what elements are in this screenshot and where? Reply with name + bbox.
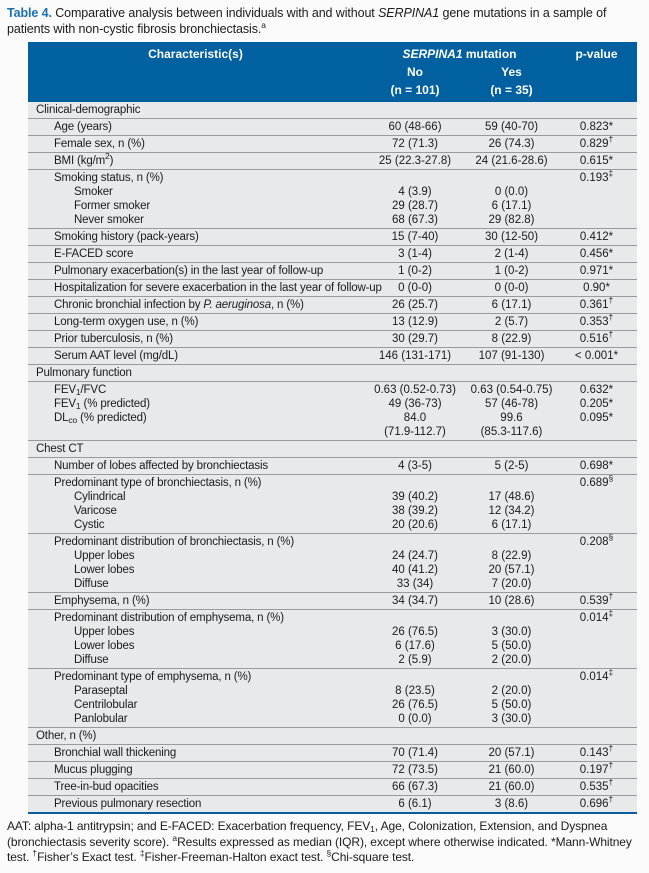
cell-yes-value: 2 (20.0)	[491, 654, 532, 666]
cell-yes-value: 29 (82.8)	[488, 214, 535, 226]
cell-yes-value: 8 (22.9)	[491, 333, 532, 345]
cell-no-value: 66 (67.3)	[391, 781, 439, 793]
group-row	[28, 169, 637, 228]
cell-no-value: 30 (29.7)	[391, 333, 439, 345]
cell-no-value: 49 (36-73)	[388, 398, 442, 410]
cell-yes-value: 2 (20.0)	[491, 685, 532, 697]
table-row-line	[28, 383, 637, 397]
cell-characteristic: Hospitalization for severe exacerbation in the last year of follow-up	[54, 282, 382, 294]
cell-no-value: 13 (12.9)	[391, 316, 439, 328]
cell-characteristic: Cystic	[74, 519, 105, 531]
cell-yes-value: 3 (8.6)	[494, 798, 529, 810]
cell-no-value: 20 (20.6)	[391, 519, 439, 531]
table-row-line	[28, 397, 637, 411]
cell-p-value: 0.205*	[579, 398, 614, 410]
cell-characteristic: Bronchial wall thickening	[54, 747, 177, 759]
data-row	[28, 744, 637, 761]
cell-no-value: 26 (76.5)	[391, 626, 439, 638]
cell-no-value: 6 (17.6)	[395, 640, 435, 652]
cell-no-value: 146 (131-171)	[378, 350, 452, 362]
cell-p-value: 0.197†	[579, 760, 614, 776]
table-number: Table 4.	[7, 6, 52, 20]
group-row	[28, 609, 637, 668]
cell-characteristic: Chronic bronchial infection by P. aeruginosa, n (%)	[54, 299, 304, 311]
table-section-line	[28, 442, 637, 456]
cell-characteristic: E-FACED score	[54, 248, 134, 260]
table-header	[28, 42, 637, 102]
cell-characteristic: Predominant distribution of emphysema, n (%)	[54, 612, 284, 624]
cell-characteristic: Number of lobes affected by bronchiectasis	[54, 460, 269, 472]
cell-yes-value: 99.6 (85.3-117.6)	[480, 412, 543, 438]
cell-characteristic: Lower lobes	[74, 564, 135, 576]
group-row	[28, 668, 637, 727]
cell-yes-value: 5 (50.0)	[491, 699, 532, 711]
cell-yes-value: 0.63 (0.54-0.75)	[470, 384, 553, 396]
cell-yes-value: 21 (60.0)	[488, 764, 535, 776]
table-row-line	[28, 608, 637, 625]
cell-p-value: 0.014‡	[579, 608, 614, 624]
cell-characteristic: Former smoker	[74, 200, 151, 212]
cell-p-value: 0.698*	[579, 460, 614, 472]
table-row-line	[28, 563, 637, 577]
table-body	[28, 102, 637, 812]
cell-yes-value: 6 (17.1)	[491, 200, 532, 212]
cell-characteristic: Emphysema, n (%)	[54, 595, 150, 607]
cell-characteristic: Smoking history (pack-years)	[54, 231, 199, 243]
cell-p-value: 0.208§	[579, 532, 614, 548]
cell-no-value: 2 (5.9)	[398, 654, 432, 666]
cell-p-value: 0.632*	[579, 384, 614, 396]
cell-no-value: 34 (34.7)	[391, 595, 439, 607]
section-label: Pulmonary function	[36, 367, 132, 379]
cell-p-value: 0.353†	[579, 312, 614, 328]
cell-no-value: 26 (76.5)	[391, 699, 439, 711]
column-header-no: No	[407, 65, 423, 79]
cell-yes-value: 107 (91-130)	[478, 350, 545, 362]
cell-characteristic: Long-term oxygen use, n (%)	[54, 316, 199, 328]
cell-no-value: 0 (0-0)	[398, 282, 432, 294]
data-row	[28, 228, 637, 245]
data-row	[28, 313, 637, 330]
table-row-line	[28, 760, 637, 777]
cell-p-value: 0.90*	[583, 282, 610, 294]
cell-p-value: 0.193‡	[579, 168, 614, 184]
table-row-line	[28, 504, 637, 518]
cell-no-value: 25 (22.3-27.8)	[378, 155, 452, 167]
cell-yes-value: 59 (40-70)	[484, 121, 539, 133]
cell-no-value: 72 (71.3)	[391, 138, 439, 150]
cell-no-value: 84.0 (71.9-112.7)	[384, 412, 446, 438]
data-row	[28, 245, 637, 262]
cell-characteristic: Varicose	[74, 505, 117, 517]
cell-yes-value: 21 (60.0)	[488, 781, 535, 793]
cell-yes-value: 6 (17.1)	[491, 519, 532, 531]
section-label: Clinical-demographic	[36, 104, 141, 116]
table-row-line	[28, 281, 637, 295]
cell-characteristic: Paraseptal	[74, 685, 128, 697]
table-row-line	[28, 349, 637, 363]
cell-characteristic: $FEV_1$/FVC	[54, 384, 107, 397]
table-row-line	[28, 743, 637, 760]
table-caption-text: Comparative analysis between individuals with and without SERPINA1 gene mutations in a sample of patients with non-cystic fibrosis bronchiectasis.$^a$	[7, 6, 607, 36]
cell-p-value: 0.971*	[579, 265, 614, 277]
cell-no-value: 29 (28.7)	[391, 200, 439, 212]
cell-no-value: 38 (39.2)	[391, 505, 439, 517]
table-row-line	[28, 473, 637, 490]
table-row-line	[28, 549, 637, 563]
section-row	[28, 102, 637, 118]
column-header-pvalue: p-value	[575, 47, 618, 61]
cell-yes-value: 12 (34.2)	[488, 505, 535, 517]
data-row	[28, 761, 637, 778]
cell-yes-value: 2 (5.7)	[494, 316, 529, 328]
table-caption	[7, 6, 647, 37]
cell-characteristic: Age (years)	[54, 121, 112, 133]
cell-yes-value: 1 (0-2)	[494, 265, 529, 277]
cell-p-value: 0.689§	[579, 473, 614, 489]
cell-no-value: 26 (25.7)	[391, 299, 439, 311]
cell-p-value: 0.615*	[579, 155, 614, 167]
cell-characteristic: Tree-in-bud opacities	[54, 781, 159, 793]
cell-characteristic: Serum AAT level (mg/dL)	[54, 350, 178, 362]
cell-characteristic: Diffuse	[74, 654, 109, 666]
cell-characteristic: Female sex, n (%)	[54, 138, 145, 150]
cell-p-value: 0.143†	[579, 743, 614, 759]
table-row-line	[28, 247, 637, 261]
cell-no-value: 70 (71.4)	[391, 747, 439, 759]
cell-no-value: 0.63 (0.52-0.73)	[374, 384, 456, 396]
cell-characteristic: Lower lobes	[74, 640, 135, 652]
table-footnote: AAT: alpha-1 antitrypsin; and E-FACED: Exacerbation frequency, $FEV_1$, Age, Colonization, Extension, and Dyspnea (bronchiectasis severity score). $^a$Results expressed as median (IQR), except where otherwise indicated. *Mann-Whitney test. †Fisher’s Exact test. ‡Fisher-Freeman-Halton exact test. §Chi-square test.	[7, 819, 632, 864]
cell-p-value: 0.829†	[579, 134, 614, 150]
table-row-line	[28, 577, 637, 591]
section-row	[28, 727, 637, 744]
cell-characteristic: BMI $(kg/m^2)$	[54, 151, 114, 167]
cell-characteristic: Panlobular	[74, 713, 128, 725]
cell-characteristic: Mucus plugging	[54, 764, 133, 776]
table-row-line	[28, 625, 637, 639]
data-row	[28, 135, 637, 152]
cell-yes-value: 0 (0-0)	[494, 282, 529, 294]
data-row	[28, 330, 637, 347]
cell-p-value: 0.412*	[579, 231, 614, 243]
cell-yes-value: 8 (22.9)	[491, 550, 532, 562]
data-row	[28, 795, 637, 812]
table-row-line	[28, 712, 637, 726]
cell-p-value: 0.516†	[579, 329, 614, 345]
table-row-line	[28, 653, 637, 667]
table-row-line	[28, 794, 637, 811]
group-row	[28, 474, 637, 533]
column-header-no-count: (n = 101)	[390, 83, 440, 97]
cell-characteristic: Predominant type of emphysema, n (%)	[54, 671, 252, 683]
table-row-line	[28, 591, 637, 608]
table-row-line	[28, 120, 637, 134]
section-row	[28, 364, 637, 381]
cell-characteristic: Never smoker	[74, 214, 144, 226]
data-row	[28, 262, 637, 279]
table-row-line	[28, 264, 637, 278]
cell-p-value: 0.095*	[579, 412, 614, 424]
cell-characteristic: Previous pulmonary resection	[54, 798, 202, 810]
cell-no-value: 6 (6.1)	[398, 798, 432, 810]
group-row	[28, 533, 637, 592]
table-row-line	[28, 134, 637, 151]
table-row-line	[28, 213, 637, 227]
column-header-yes-count: (n = 35)	[490, 83, 533, 97]
cell-characteristic: $DL_{co}$ (% predicted)	[54, 412, 147, 425]
cell-yes-value: 30 (12-50)	[484, 231, 539, 243]
cell-no-value: 8 (23.5)	[395, 685, 435, 697]
table-row-line	[28, 639, 637, 653]
cell-no-value: 60 (48-66)	[388, 121, 442, 133]
section-row	[28, 440, 637, 457]
cell-yes-value: 7 (20.0)	[491, 578, 532, 590]
cell-yes-value: 26 (74.3)	[488, 138, 535, 150]
cell-characteristic: Pulmonary exacerbation(s) in the last year of follow-up	[54, 265, 324, 277]
column-header-serpina1-mutation: SERPINA1 mutation	[402, 47, 517, 61]
table-row-line	[28, 777, 637, 794]
cell-characteristic: Upper lobes	[74, 626, 135, 638]
table-section-line	[28, 729, 637, 743]
cell-p-value: 0.535†	[579, 777, 614, 793]
table-row-line	[28, 411, 637, 439]
cell-p-value: 0.014‡	[579, 667, 614, 683]
cell-no-value: 4 (3-5)	[398, 460, 432, 472]
data-row	[28, 118, 637, 135]
cell-p-value: 0.361†	[579, 295, 614, 311]
table-row-line	[28, 151, 637, 168]
cell-characteristic: Predominant distribution of bronchiectasis, n (%)	[54, 536, 295, 548]
table-section-line	[28, 366, 637, 380]
cell-yes-value: 5 (50.0)	[491, 640, 532, 652]
table-row-line	[28, 185, 637, 199]
cell-characteristic: Smoking status, n (%)	[54, 172, 164, 184]
cell-p-value: 0.696†	[579, 794, 614, 810]
comparison-table	[28, 42, 637, 814]
cell-yes-value: 57 (46-78)	[484, 398, 539, 410]
data-row	[28, 279, 637, 296]
data-row	[28, 778, 637, 795]
table-row-line	[28, 199, 637, 213]
cell-no-value: 4 (3.9)	[398, 186, 432, 198]
cell-characteristic: $FEV_1$ (% predicted)	[54, 398, 150, 411]
data-row	[28, 457, 637, 474]
table-row-line	[28, 230, 637, 244]
table-row-line	[28, 684, 637, 698]
cell-no-value: 68 (67.3)	[391, 214, 439, 226]
table-row-line	[28, 168, 637, 185]
data-row	[28, 592, 637, 609]
cell-yes-value: 24 (21.6-28.6)	[475, 155, 548, 167]
cell-p-value: 0.823*	[579, 121, 614, 133]
table-row-line	[28, 329, 637, 346]
multi-row	[28, 381, 637, 440]
cell-characteristic: Prior tuberculosis, n (%)	[54, 333, 173, 345]
table-row-line	[28, 295, 637, 312]
cell-no-value: 15 (7-40)	[391, 231, 439, 243]
cell-yes-value: 20 (57.1)	[488, 564, 535, 576]
table-row-line	[28, 698, 637, 712]
cell-yes-value: 17 (48.6)	[488, 491, 535, 503]
cell-p-value: < 0.001*	[574, 350, 619, 362]
cell-no-value: 40 (41.2)	[391, 564, 439, 576]
cell-p-value: 0.539†	[579, 591, 614, 607]
cell-yes-value: 0 (0.0)	[494, 186, 529, 198]
cell-yes-value: 2 (1-4)	[494, 248, 529, 260]
cell-no-value: 72 (73.5)	[391, 764, 439, 776]
cell-yes-value: 5 (2-5)	[494, 460, 529, 472]
cell-characteristic: Diffuse	[74, 578, 109, 590]
cell-p-value: 0.456*	[579, 248, 614, 260]
column-header-yes: Yes	[501, 65, 522, 79]
data-row	[28, 296, 637, 313]
cell-characteristic: Upper lobes	[74, 550, 135, 562]
table-row-line	[28, 312, 637, 329]
data-row	[28, 347, 637, 364]
table-section-line	[28, 103, 637, 117]
table-row-line	[28, 459, 637, 473]
data-row	[28, 152, 637, 169]
cell-yes-value: 10 (28.6)	[488, 595, 535, 607]
cell-yes-value: 3 (30.0)	[491, 713, 532, 725]
section-label: Other, n (%)	[36, 730, 97, 742]
cell-characteristic: Smoker	[74, 186, 113, 198]
table-row-line	[28, 518, 637, 532]
cell-no-value: 0 (0.0)	[398, 713, 432, 725]
cell-yes-value: 3 (30.0)	[491, 626, 532, 638]
column-header-characteristics: Characteristic(s)	[148, 47, 243, 61]
cell-no-value: 39 (40.2)	[391, 491, 439, 503]
cell-characteristic: Predominant type of bronchiectasis, n (%)	[54, 477, 262, 489]
cell-yes-value: 6 (17.1)	[491, 299, 532, 311]
cell-characteristic: Cylindrical	[74, 491, 126, 503]
cell-no-value: 24 (24.7)	[391, 550, 439, 562]
cell-no-value: 3 (1-4)	[398, 248, 432, 260]
table-row-line	[28, 490, 637, 504]
cell-yes-value: 20 (57.1)	[488, 747, 535, 759]
table-row-line	[28, 667, 637, 684]
cell-no-value: 1 (0-2)	[398, 265, 432, 277]
section-label: Chest CT	[36, 443, 84, 455]
cell-no-value: 33 (34)	[396, 578, 434, 590]
table-row-line	[28, 532, 637, 549]
cell-characteristic: Centrilobular	[74, 699, 138, 711]
